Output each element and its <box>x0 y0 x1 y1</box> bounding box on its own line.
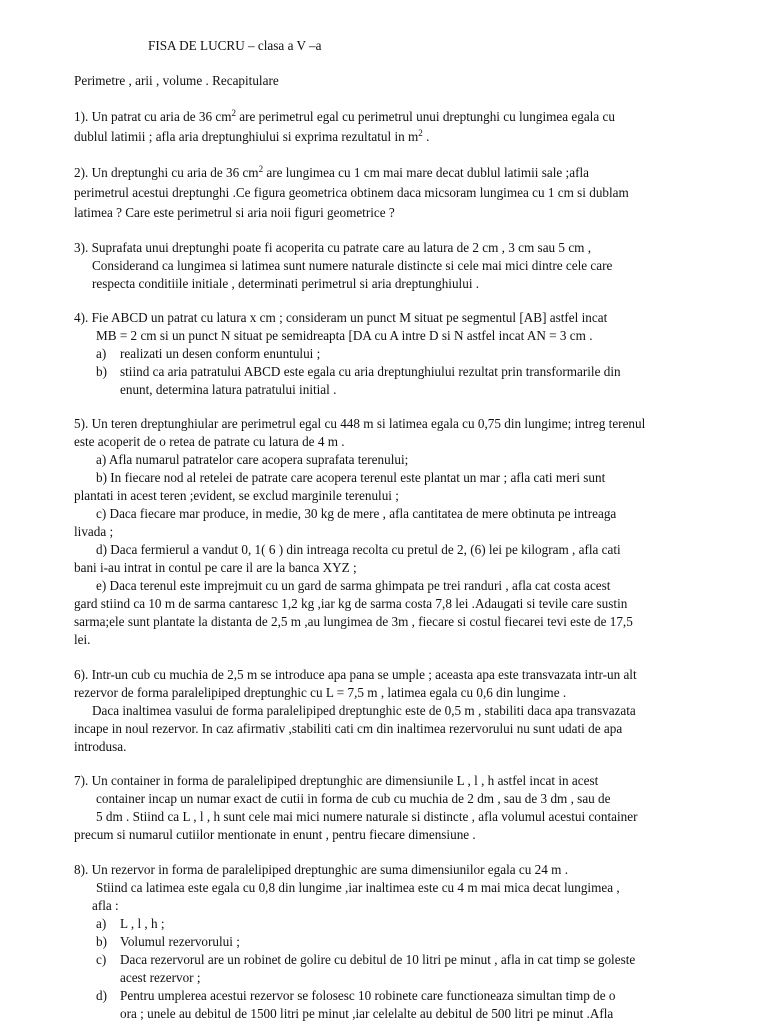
problem-5-item-d-line-1: d) Daca fermierul a vandut 0, 1( 6 ) din intreaga recolta cu pretul de 2, (6) lei pe kilogram , afla cati <box>96 542 621 557</box>
problem-5-item-c-line-2: livada ; <box>74 524 114 539</box>
problem-8-line-2: Stiind ca latimea este egala cu 0,8 din lungime ,iar inaltimea este cu 4 m mai mica decat lungimea , <box>96 880 620 895</box>
problem-5-item-e-line-4: lei. <box>74 632 91 647</box>
problem-4-item-a: realizati un desen conform enuntului ; <box>120 346 321 361</box>
problem-5-item-e-line-3: sarma;ele sunt plantate la distanta de 2,5 m ,au lungimea de 3m , fiecare si costul fiecarei tevi este de 17,5 <box>74 614 633 629</box>
problem-5-item-e-line-2: gard stiind ca 10 m de sarma cantaresc 1,2 kg ,iar kg de sarma costa 7,8 lei .Adaugati si tevile care sustin <box>74 596 628 611</box>
worksheet-subtitle: Perimetre , arii , volume . Recapitulare <box>74 73 279 88</box>
problem-2-line-1: 2). Un dreptunghi cu aria de 36 $cm^2$ are lungimea cu 1 cm mai mare decat dublul latimii sale ;afla <box>74 164 589 180</box>
problem-8-item-c-label: c) <box>96 952 107 967</box>
problem-6-line-4: incape in noul rezervor. In caz afirmativ ,stabiliti cati cm din inaltimea rezervorului nu sunt udati de apa <box>74 721 623 736</box>
problem-8-item-d-label: d) <box>96 988 107 1003</box>
problem-8-item-b: Volumul rezervorului ; <box>120 934 240 949</box>
problem-2-line-3: latimea ? Care este perimetrul si aria noii figuri geometrice ? <box>74 205 395 220</box>
problem-4-line-2: MB = 2 cm si un punct N situat pe semidreapta [DA cu A intre D si N astfel incat AN = 3 cm . <box>96 328 593 343</box>
problem-4-item-b-label: b) <box>96 364 107 379</box>
problem-7-line-2: container incap un numar exact de cutii in forma de cub cu muchia de 2 dm , sau de 3 dm , sau de <box>96 791 611 806</box>
problem-4-line-1: 4). Fie ABCD un patrat cu latura x cm ; consideram un punct M situat pe segmentul [AB] astfel incat <box>74 310 608 325</box>
problem-8-line-3: afla : <box>92 898 119 913</box>
problem-3-line-2: Considerand ca lungimea si latimea sunt numere naturale distincte si cele mai mici dintre cele care <box>92 258 613 273</box>
problem-8-item-d-line-1: Pentru umplerea acestui rezervor se folosesc 10 robinete care functioneaza simultan timp de o <box>120 988 616 1003</box>
problem-7-line-3: 5 dm . Stiind ca L , l , h sunt cele mai mici numere naturale si distincte , afla volumul acestui container <box>96 809 638 824</box>
problem-5-line-1: 5). Un teren dreptunghiular are perimetrul egal cu 448 m si latimea egala cu 0,75 din lungime; intreg terenul <box>74 416 646 431</box>
problem-4-item-a-label: a) <box>96 346 107 361</box>
problem-3-line-1: 3). Suprafata unui dreptunghi poate fi acoperita cu patrate care au latura de 2 cm , 3 cm sau 5 cm , <box>74 240 592 255</box>
problem-8-line-1: 8). Un rezervor in forma de paralelipiped dreptunghic are suma dimensiunilor egala cu 24 m . <box>74 862 568 877</box>
problem-5-item-c-line-1: c) Daca fiecare mar produce, in medie, 30 kg de mere , afla cantitatea de mere obtinuta pe intreaga <box>96 506 617 521</box>
problem-5-item-d-line-2: bani i-au intrat in contul pe care il are la banca XYZ ; <box>74 560 357 575</box>
problem-5-item-b-line-1: b) In fiecare nod al retelei de patrate care acopera terenul este plantat un mar ; afla cati meri sunt <box>96 470 606 485</box>
problem-2-line-2: perimetrul acestui dreptunghi .Ce figura geometrica obtinem daca micsoram lungimea cu 1 cm si dublam <box>74 185 629 200</box>
problem-1-line-1: 1). Un patrat cu aria de 36 $cm^2$ are perimetrul egal cu perimetrul unui dreptunghi cu lungimea egala cu <box>74 108 615 124</box>
problem-4-item-b-line-1: stiind ca aria patratului ABCD este egala cu aria dreptunghiului rezultat prin transformarile din <box>120 364 621 379</box>
problem-6-line-1: 6). Intr-un cub cu muchia de 2,5 m se introduce apa pana se umple ; aceasta apa este transvazata intr-un alt <box>74 667 637 682</box>
problem-3-line-3: respecta conditiile initiale , determinati perimetrul si aria dreptunghiului . <box>92 276 480 291</box>
problem-5-line-2: este acoperit de o retea de patrate cu latura de 4 m . <box>74 434 345 449</box>
problem-8-item-c-line-1: Daca rezervorul are un robinet de golire cu debitul de 10 litri pe minut , afla in cat timp se goleste <box>120 952 636 967</box>
problem-4-item-b-line-2: enunt, determina latura patratului initial . <box>120 382 337 397</box>
problem-8-item-a-label: a) <box>96 916 107 931</box>
problem-8-item-b-label: b) <box>96 934 107 949</box>
problem-1-line-2: dublul latimii ; afla aria dreptunghiului si exprima rezultatul in $m^2$ . <box>74 128 430 144</box>
problem-8-item-c-line-2: acest rezervor ; <box>120 970 201 985</box>
problem-6-line-3: Daca inaltimea vasului de forma paralelipiped dreptunghic este de 0,5 m , stabiliti daca apa transvazata <box>92 703 636 718</box>
problem-7-line-4: precum si numarul cutiilor mentionate in enunt , pentru fiecare dimensiune . <box>74 827 476 842</box>
problem-5-item-e-line-1: e) Daca terenul este imprejmuit cu un gard de sarma ghimpata pe trei randuri , afla cat costa acest <box>96 578 611 593</box>
problem-8-item-d-line-2: ora ; unele au debitul de 1500 litri pe minut ,iar celelalte au debitul de 500 litri pe minut .Afla <box>120 1006 614 1021</box>
problem-8-item-a: L , l , h ; <box>120 916 165 931</box>
problem-6-line-2: rezervor de forma paralelipiped dreptunghic cu L = 7,5 m , latimea egala cu 0,6 din lungime . <box>74 685 567 700</box>
problem-5-item-b-line-2: plantati in acest teren ;evident, se exclud marginile terenului ; <box>74 488 399 503</box>
problem-6-line-5: introdusa. <box>74 739 127 754</box>
problem-5-item-a: a) Afla numarul patratelor care acopera suprafata terenului; <box>96 452 409 467</box>
problem-7-line-1: 7). Un container in forma de paralelipiped dreptunghic are dimensiunile L , l , h astfel incat in acest <box>74 773 599 788</box>
worksheet-title: FISA DE LUCRU – clasa a V –a <box>148 38 322 53</box>
